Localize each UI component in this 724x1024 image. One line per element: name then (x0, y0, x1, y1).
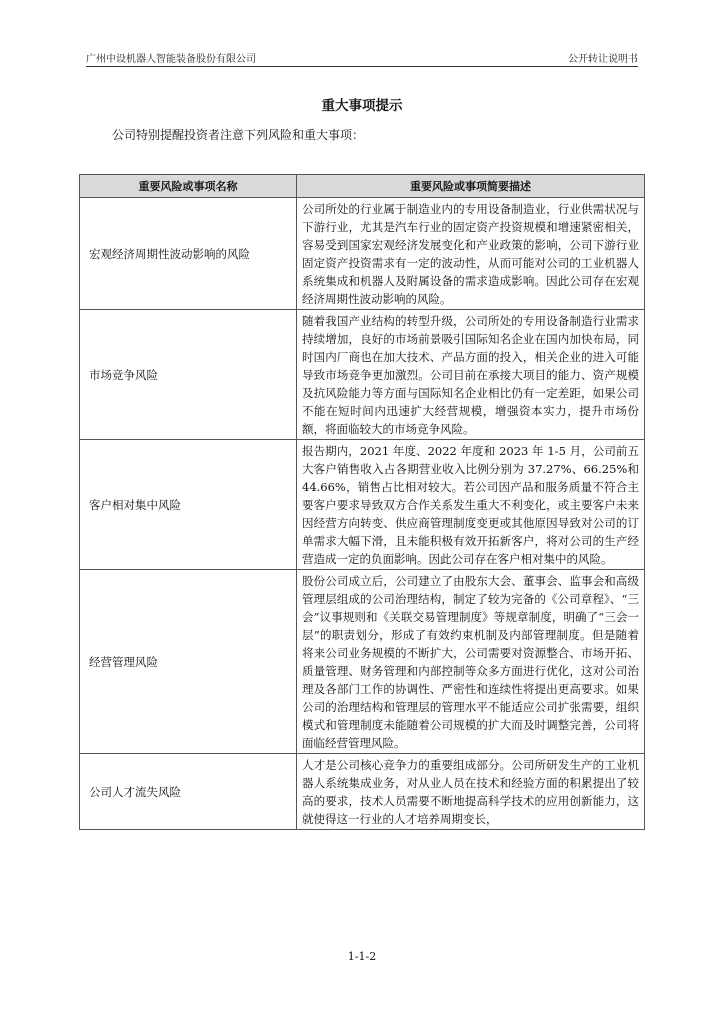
risk-table-header-row (80, 175, 645, 198)
table-row (80, 198, 645, 310)
table-row (80, 570, 645, 754)
intro-paragraph: 公司特别提醒投资者注意下列风险和重大事项： (112, 128, 365, 142)
table-row (80, 754, 645, 830)
column-header-risk-description: 重要风险或事项简要描述 (297, 175, 645, 198)
risk-description-cell: 报告期内，2021 年度、2022 年度和 2023 年 1-5 月，公司前五大客户销售收入占各期营业收入比例分别为 37.27%、66.25%和 44.66%，销售占比相对较大。若公司因产品和服务质量不符合主要客户要求导致双方合作关系发生重大不利变化，或主要客户未来因经营方向转变、供应商管理制度变更或其他原因导致对公司的订单需求大幅下滑，且未能积极有效开拓新客户，将对公司的生产经营造成一定的负面影响。因此公司存在客户相对集中的风险。 (297, 440, 645, 570)
header-company-name: 广州中设机器人智能装备股份有限公司 (86, 54, 256, 65)
risk-description-cell: 公司所处的行业属于制造业内的专用设备制造业，行业供需状况与下游行业，尤其是汽车行业的固定资产投资规模和增速紧密相关，容易受到国家宏观经济发展变化和产业政策的影响，公司下游行业固定资产投资需求有一定的波动性，从而可能对公司的工业机器人系统集成和机器人及附属设备的需求造成影响。因此公司存在宏观经济周期性波动影响的风险。 (297, 198, 645, 310)
header-document-type: 公开转让说明书 (568, 54, 638, 65)
risk-description-cell: 股份公司成立后，公司建立了由股东大会、董事会、监事会和高级管理层组成的公司治理结构，制定了较为完备的《公司章程》、“三会”议事规则和《关联交易管理制度》等规章制度，明确了“三会一层”的职责划分，形成了有效约束机制及内部管理制度。但是随着将来公司业务规模的不断扩大，公司需要对资源整合、市场开拓、质量管理、财务管理和内部控制等众多方面进行优化，这对公司治理及各部门工作的协调性、严密性和连续性将提出更高要求。如果公司的治理结构和管理层的管理水平不能适应公司扩张需要，组织模式和管理制度未能随着公司规模的扩大而及时调整完善，公司将面临经营管理风险。 (297, 570, 645, 754)
page-number: 1-1-2 (347, 950, 377, 963)
risk-name-cell: 公司人才流失风险 (80, 754, 297, 830)
risk-name-cell: 经营管理风险 (80, 570, 297, 754)
page-title: 重大事项提示 (321, 98, 403, 114)
page-header (86, 50, 638, 66)
column-header-risk-name: 重要风险或事项名称 (80, 175, 297, 198)
risk-name-cell: 客户相对集中风险 (80, 440, 297, 570)
table-row (80, 440, 645, 570)
risk-description-cell: 人才是公司核心竞争力的重要组成部分。公司所研发生产的工业机器人系统集成业务，对从业人员在技术和经验方面的积累提出了较高的要求，技术人员需要不断地提高科学技术的应用创新能力，这就使得这一行业的人才培养周期变长， (297, 754, 645, 830)
risk-name-cell: 市场竞争风险 (80, 310, 297, 440)
risk-table (79, 174, 645, 830)
risk-description-cell: 随着我国产业结构的转型升级，公司所处的专用设备制造行业需求持续增加，良好的市场前景吸引国际知名企业在国内加快布局，同时国内厂商也在加大技术、产品方面的投入，相关企业的进入可能导致市场竞争更加激烈。公司目前在承接大项目的能力、资产规模及抗风险能力等方面与国际知名企业相比仍有一定差距，如果公司不能在短时间内迅速扩大经营规模，增强资本实力，提升市场份额，将面临较大的市场竞争风险。 (297, 310, 645, 440)
header-divider (86, 66, 638, 67)
table-row (80, 310, 645, 440)
risk-name-cell: 宏观经济周期性波动影响的风险 (80, 198, 297, 310)
